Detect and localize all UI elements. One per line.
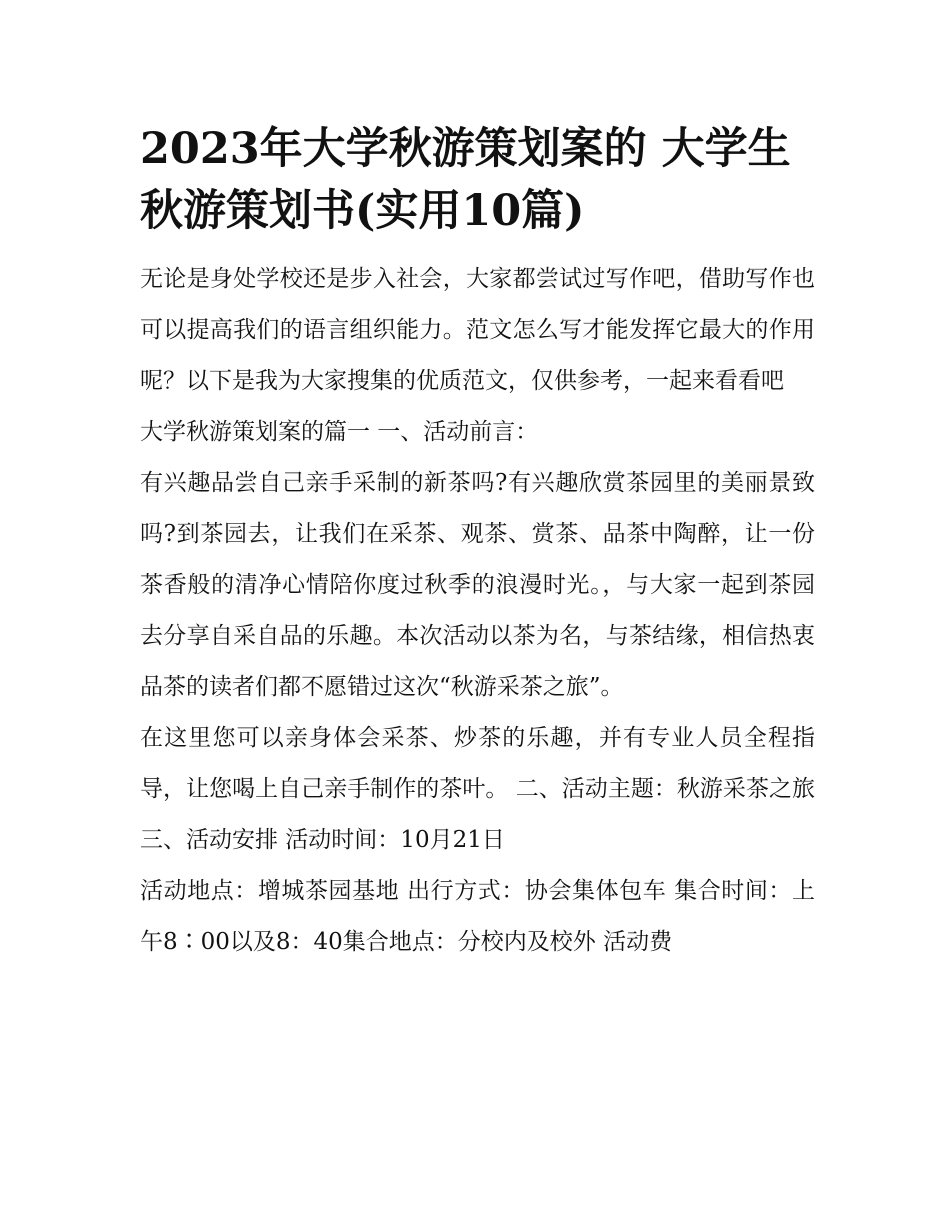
paragraph-theme-schedule: 在这里您可以亲身体会采茶、炒茶的乐趣，并有专业人员全程指导，让您喝上自己亲手制作的茶叶。 二、活动主题：秋游采茶之旅 三、活动安排 活动时间：10月21日: [140, 725, 815, 853]
paragraph-location-details: 活动地点：增城茶园基地 出行方式：协会集体包车 集合时间：上午8∶00以及8：40集合地点：分校内及校外 活动费: [140, 878, 815, 955]
paragraph-intro: 无论是身处学校还是步入社会，大家都尝试过写作吧，借助写作也可以提高我们的语言组织能力。范文怎么写才能发挥它最大的作用呢？以下是我为大家搜集的优质范文，仅供参考，一起来看看吧: [140, 266, 815, 394]
paragraph-preface: 有兴趣品尝自己亲手采制的新茶吗?有兴趣欣赏茶园里的美丽景致吗?到茶园去，让我们在采茶、观茶、赏茶、品茶中陶醉，让一份茶香般的清净心情陪你度过秋季的浪漫时光。，与大家一起到茶园去分享自采自品的乐趣。本次活动以茶为名，与茶结缘，相信热衷品茶的读者们都不愿错过这次“秋游采茶之旅”。: [140, 470, 815, 700]
paragraph-section-heading: 大学秋游策划案的篇一 一、活动前言：: [140, 419, 539, 445]
document-body: [140, 118, 815, 968]
document-title: 2023年大学秋游策划案的 大学生秋游策划书(实用10篇): [140, 124, 791, 236]
